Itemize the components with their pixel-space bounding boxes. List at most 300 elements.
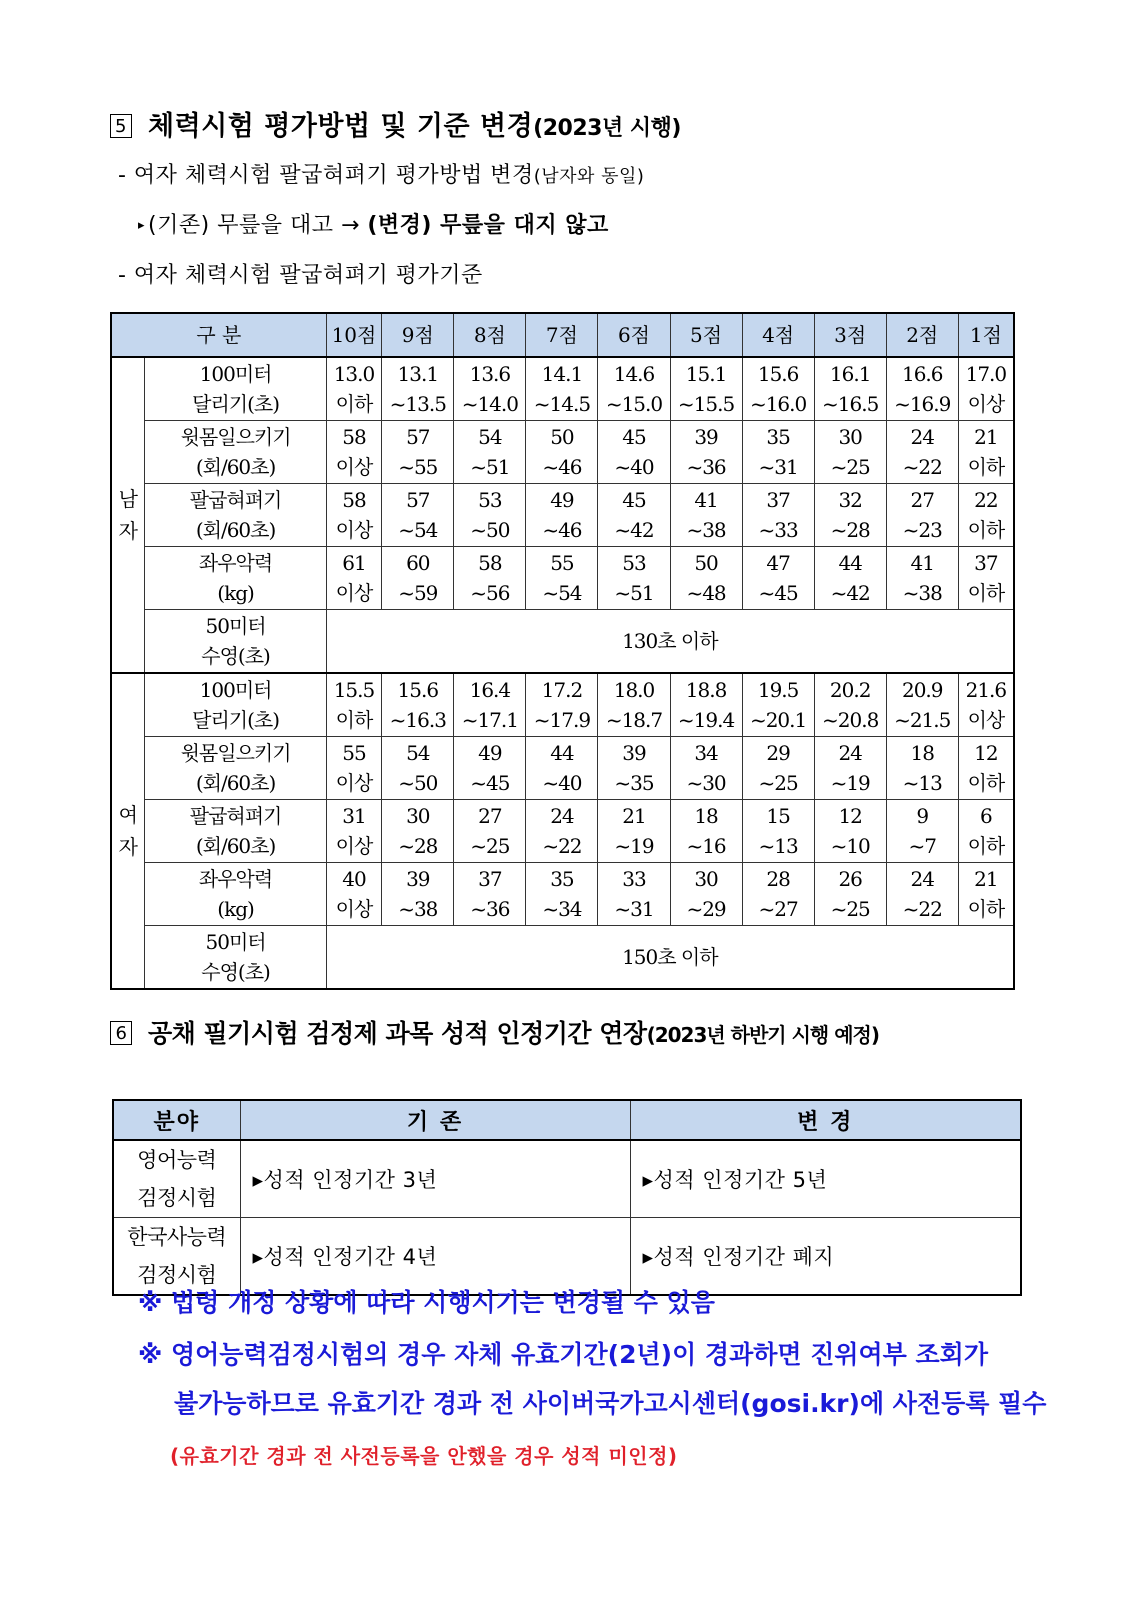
score-range: ~20.1 — [749, 708, 807, 732]
score-value: 45 — [622, 488, 646, 512]
score-value: 39 — [694, 425, 718, 449]
male-score-cell — [814, 484, 886, 547]
male-swim-item — [145, 610, 326, 674]
score-value: 29 — [766, 741, 790, 765]
item-label-line: 팔굽혀펴기 — [189, 804, 282, 828]
male-score-cell — [670, 547, 742, 610]
score-value: 24 — [838, 741, 862, 765]
score-range: ~22 — [902, 455, 942, 479]
score-value: 41 — [694, 488, 718, 512]
male-score-cell — [382, 484, 454, 547]
score-value: 31 — [342, 804, 366, 828]
score-range: ~14.0 — [461, 392, 518, 416]
score-range: ~31 — [758, 455, 798, 479]
score-range: ~16.0 — [749, 392, 807, 416]
score-value: 18 — [910, 741, 934, 765]
score-value: 21 — [622, 804, 646, 828]
score-value: 37 — [766, 488, 790, 512]
male-item-label — [145, 357, 326, 421]
score-range: 이상 — [335, 581, 373, 605]
item-label-line: 100미터 — [199, 678, 272, 702]
male-score-cell — [670, 357, 742, 421]
score-range: ~18.7 — [605, 708, 663, 732]
female-score-cell — [886, 800, 958, 863]
score-range: 이상 — [335, 518, 373, 542]
item-label-line: (kg) — [217, 897, 254, 921]
score-value: 18.8 — [685, 678, 727, 702]
score-value: 17.0 — [965, 362, 1007, 386]
score-value: 37 — [974, 551, 998, 575]
female-score-cell — [958, 673, 1014, 737]
score-range: ~19 — [614, 834, 654, 858]
exam-header-before: 기 존 — [240, 1100, 630, 1140]
score-range: ~19 — [830, 771, 870, 795]
score-range: ~22 — [902, 897, 942, 921]
male-score-cell — [326, 547, 382, 610]
score-value: 16.6 — [901, 362, 943, 386]
score-range: ~13 — [758, 834, 798, 858]
score-range: 이상 — [335, 834, 373, 858]
male-score-cell — [814, 357, 886, 421]
female-score-cell — [382, 800, 454, 863]
female-score-cell — [886, 863, 958, 926]
score-value: 44 — [838, 551, 862, 575]
section5-line1-main: - 여자 체력시험 팔굽혀펴기 평가방법 변경 — [118, 163, 534, 188]
score-range: 이하 — [967, 834, 1005, 858]
female-score-cell — [886, 673, 958, 737]
score-range: ~31 — [614, 897, 654, 921]
exam-field-english: 영어능력 검정시험 — [113, 1140, 240, 1218]
item-label-line: 윗몸일으키기 — [180, 425, 291, 449]
item-label-line: (회/60초) — [195, 771, 276, 795]
male-score-cell — [958, 421, 1014, 484]
score-value: 18.0 — [613, 678, 655, 702]
male-score-cell — [886, 547, 958, 610]
score-range: ~38 — [686, 518, 726, 542]
score-range: ~15.0 — [605, 392, 663, 416]
score-value: 33 — [622, 867, 646, 891]
female-score-cell — [958, 863, 1014, 926]
female-fitness-row — [111, 800, 1014, 863]
score-range: ~50 — [398, 771, 438, 795]
score-range: ~28 — [830, 518, 870, 542]
score-range: ~29 — [686, 897, 726, 921]
score-header: 2점 — [886, 313, 958, 357]
male-score-cell — [454, 357, 526, 421]
item-label-line: 좌우악력 — [198, 867, 273, 891]
female-score-cell — [454, 800, 526, 863]
score-value: 15.5 — [333, 678, 375, 702]
score-header: 3점 — [814, 313, 886, 357]
score-value: 15 — [766, 804, 790, 828]
score-header: 6점 — [598, 313, 670, 357]
item-label-line: 50미터 — [205, 930, 266, 954]
score-value: 44 — [550, 741, 574, 765]
score-range: ~25 — [470, 834, 510, 858]
female-score-cell — [598, 737, 670, 800]
note-english-validity-line2: 불가능하므로 유효기간 경과 전 사이버국가고시센터(gosi.kr)에 사전등록 필수 — [174, 1389, 1047, 1418]
section5-title-paren: (2023년 시행) — [533, 116, 681, 141]
female-swim-item — [145, 926, 326, 990]
female-score-cell — [670, 800, 742, 863]
score-value: 53 — [478, 488, 502, 512]
score-range: ~38 — [902, 581, 942, 605]
score-value: 12 — [974, 741, 998, 765]
score-range: 이하 — [335, 708, 373, 732]
female-score-cell — [742, 673, 814, 737]
score-range: ~46 — [542, 455, 582, 479]
score-value: 20.2 — [829, 678, 871, 702]
score-range: ~30 — [686, 771, 726, 795]
score-value: 41 — [910, 551, 934, 575]
note-schedule: ※ 법령 개정 상황에 따라 시행시기는 변경될 수 있음 — [138, 1288, 715, 1317]
score-value: 58 — [478, 551, 502, 575]
score-value: 16.4 — [469, 678, 511, 702]
female-score-cell — [670, 737, 742, 800]
score-value: 34 — [694, 741, 718, 765]
score-value: 58 — [342, 425, 366, 449]
score-value: 55 — [550, 551, 574, 575]
male-score-cell — [382, 421, 454, 484]
male-score-cell — [742, 484, 814, 547]
score-range: ~27 — [758, 897, 798, 921]
score-value: 45 — [622, 425, 646, 449]
male-score-cell — [526, 547, 598, 610]
score-range: ~17.9 — [533, 708, 591, 732]
score-range: ~17.1 — [461, 708, 518, 732]
male-fitness-row — [111, 547, 1014, 610]
score-range: ~15.5 — [677, 392, 735, 416]
score-range: ~59 — [398, 581, 438, 605]
score-range: 이상 — [335, 455, 373, 479]
male-score-cell — [526, 484, 598, 547]
exam-header-field: 분야 — [113, 1100, 240, 1140]
score-header: 8점 — [454, 313, 526, 357]
score-value: 15.6 — [397, 678, 439, 702]
score-range: ~48 — [686, 581, 726, 605]
female-fitness-row — [111, 673, 1014, 737]
triangle-bullet-icon: ▸ — [138, 218, 146, 233]
score-range: ~38 — [398, 897, 438, 921]
female-score-cell — [326, 737, 382, 800]
item-label-line: 100미터 — [199, 362, 272, 386]
male-score-cell — [886, 484, 958, 547]
score-range: ~40 — [542, 771, 582, 795]
exam-row-english — [113, 1140, 1021, 1218]
score-range: ~42 — [830, 581, 870, 605]
score-value: 24 — [910, 425, 934, 449]
exam-field-history: 한국사능력 검정시험 — [113, 1218, 240, 1296]
score-value: 37 — [478, 867, 502, 891]
section6-heading — [110, 1014, 879, 1050]
section5-line2-after: (변경) 무릎을 대지 않고 — [367, 213, 609, 238]
score-value: 21 — [974, 425, 998, 449]
male-score-cell — [526, 421, 598, 484]
male-swim-value: 130초 이하 — [326, 610, 1014, 674]
female-item-label — [145, 863, 326, 926]
male-score-cell — [958, 357, 1014, 421]
female-fitness-row — [111, 863, 1014, 926]
score-value: 15.1 — [685, 362, 727, 386]
score-value: 35 — [766, 425, 790, 449]
female-score-cell — [742, 863, 814, 926]
male-score-cell — [326, 357, 382, 421]
score-range: 이상 — [335, 897, 373, 921]
male-fitness-row — [111, 421, 1014, 484]
exam-before-english: ▸성적 인정기간 3년 — [240, 1140, 630, 1218]
section5-number: 5 — [110, 114, 132, 138]
score-range: ~36 — [686, 455, 726, 479]
male-score-cell — [454, 547, 526, 610]
male-score-cell — [382, 547, 454, 610]
score-header: 1점 — [958, 313, 1014, 357]
score-range: ~42 — [614, 518, 654, 542]
score-header: 4점 — [742, 313, 814, 357]
score-value: 19.5 — [757, 678, 799, 702]
female-score-cell — [598, 673, 670, 737]
score-range: ~14.5 — [533, 392, 591, 416]
section6-number: 6 — [110, 1021, 132, 1045]
score-value: 6 — [980, 804, 992, 828]
section5-line1 — [118, 158, 644, 189]
exam-header-row — [113, 1100, 1021, 1140]
exam-period-table — [112, 1099, 1022, 1296]
score-range: 이하 — [967, 897, 1005, 921]
score-value: 28 — [766, 867, 790, 891]
score-value: 22 — [974, 488, 998, 512]
female-score-cell — [454, 673, 526, 737]
male-score-cell — [742, 421, 814, 484]
male-score-cell — [814, 421, 886, 484]
score-range: ~23 — [902, 518, 942, 542]
male-fitness-row — [111, 357, 1014, 421]
male-score-cell — [742, 357, 814, 421]
score-value: 53 — [622, 551, 646, 575]
score-header: 5점 — [670, 313, 742, 357]
score-value: 54 — [406, 741, 430, 765]
female-score-cell — [382, 673, 454, 737]
female-score-cell — [382, 737, 454, 800]
score-value: 50 — [694, 551, 718, 575]
female-score-cell — [326, 673, 382, 737]
score-range: ~46 — [542, 518, 582, 542]
fitness-header-label: 구 분 — [111, 313, 326, 357]
female-item-label — [145, 673, 326, 737]
item-label-line: 수영(초) — [201, 960, 270, 984]
score-range: ~33 — [758, 518, 798, 542]
score-value: 35 — [550, 867, 574, 891]
score-range: ~21.5 — [894, 708, 951, 732]
male-score-cell — [382, 357, 454, 421]
female-score-cell — [670, 863, 742, 926]
female-score-cell — [814, 800, 886, 863]
score-range: ~16.3 — [389, 708, 446, 732]
section5-heading — [110, 104, 681, 143]
score-range: ~50 — [470, 518, 510, 542]
female-score-cell — [326, 800, 382, 863]
male-score-cell — [958, 547, 1014, 610]
male-score-cell — [670, 421, 742, 484]
item-label-line: 좌우악력 — [198, 551, 273, 575]
score-value: 21.6 — [965, 678, 1007, 702]
female-item-label — [145, 737, 326, 800]
female-swim-value: 150초 이하 — [326, 926, 1014, 990]
female-score-cell — [382, 863, 454, 926]
male-item-label — [145, 547, 326, 610]
score-value: 49 — [550, 488, 574, 512]
fitness-header-row — [111, 313, 1014, 357]
female-score-cell — [814, 863, 886, 926]
score-header: 7점 — [526, 313, 598, 357]
male-score-cell — [742, 547, 814, 610]
score-value: 57 — [406, 488, 430, 512]
male-score-cell — [814, 547, 886, 610]
score-range: ~35 — [614, 771, 654, 795]
male-score-cell — [598, 484, 670, 547]
score-value: 39 — [622, 741, 646, 765]
score-value: 14.1 — [541, 362, 583, 386]
female-item-label — [145, 800, 326, 863]
score-value: 26 — [838, 867, 862, 891]
score-range: ~22 — [542, 834, 582, 858]
note-unrecognized: (유효기간 경과 전 사전등록을 안했을 경우 성적 미인정) — [170, 1444, 678, 1468]
score-range: ~25 — [830, 455, 870, 479]
female-score-cell — [886, 737, 958, 800]
male-item-label — [145, 421, 326, 484]
score-range: ~45 — [470, 771, 510, 795]
item-label-line: 팔굽혀펴기 — [189, 488, 282, 512]
item-label-line: 50미터 — [205, 614, 266, 638]
female-score-cell — [326, 863, 382, 926]
score-range: 이상 — [967, 708, 1005, 732]
female-score-cell — [454, 863, 526, 926]
item-label-line: (회/60초) — [195, 518, 276, 542]
female-score-cell — [958, 800, 1014, 863]
score-value: 27 — [478, 804, 502, 828]
exam-after-english: ▸성적 인정기간 5년 — [630, 1140, 1021, 1218]
female-score-cell — [526, 800, 598, 863]
female-score-cell — [742, 737, 814, 800]
score-value: 18 — [694, 804, 718, 828]
male-score-cell — [598, 357, 670, 421]
score-range: ~20.8 — [822, 708, 879, 732]
male-fitness-row — [111, 484, 1014, 547]
score-value: 47 — [766, 551, 790, 575]
score-value: 17.2 — [541, 678, 583, 702]
score-range: ~16 — [686, 834, 726, 858]
score-value: 14.6 — [613, 362, 655, 386]
score-range: ~13.5 — [389, 392, 446, 416]
male-swim-row — [111, 610, 1014, 674]
score-value: 55 — [342, 741, 366, 765]
score-range: 이하 — [967, 518, 1005, 542]
score-range: ~45 — [758, 581, 798, 605]
score-value: 50 — [550, 425, 574, 449]
score-header: 10점 — [326, 313, 382, 357]
score-range: ~13 — [902, 771, 942, 795]
female-swim-row — [111, 926, 1014, 990]
male-item-label — [145, 484, 326, 547]
item-label-line: 수영(초) — [201, 644, 270, 668]
female-score-cell — [814, 737, 886, 800]
male-score-cell — [886, 421, 958, 484]
score-range: ~16.5 — [822, 392, 879, 416]
female-gender-label: 여 자 — [111, 673, 145, 989]
item-label-line: 달리기(초) — [192, 392, 280, 416]
score-value: 54 — [478, 425, 502, 449]
note-english-validity-line1: ※ 영어능력검정시험의 경우 자체 유효기간(2년)이 경과하면 진위여부 조회가 — [138, 1340, 988, 1369]
item-label-line: (kg) — [217, 581, 254, 605]
male-score-cell — [326, 421, 382, 484]
female-score-cell — [526, 673, 598, 737]
score-header: 9점 — [382, 313, 454, 357]
score-value: 12 — [838, 804, 862, 828]
male-score-cell — [670, 484, 742, 547]
score-range: 이하 — [967, 455, 1005, 479]
item-label-line: 윗몸일으키기 — [180, 741, 291, 765]
section5-line1-small: (남자와 동일) — [533, 166, 645, 187]
score-range: 이상 — [335, 771, 373, 795]
male-score-cell — [886, 357, 958, 421]
score-value: 21 — [974, 867, 998, 891]
section5-line3: - 여자 체력시험 팔굽혀펴기 평가기준 — [118, 263, 483, 288]
score-value: 30 — [694, 867, 718, 891]
male-score-cell — [454, 484, 526, 547]
female-score-cell — [454, 737, 526, 800]
female-score-cell — [598, 863, 670, 926]
item-label-line: 달리기(초) — [192, 708, 280, 732]
female-score-cell — [526, 863, 598, 926]
score-value: 24 — [550, 804, 574, 828]
score-range: ~16.9 — [894, 392, 951, 416]
male-score-cell — [326, 484, 382, 547]
male-score-cell — [526, 357, 598, 421]
score-range: ~40 — [614, 455, 654, 479]
score-range: ~54 — [542, 581, 582, 605]
score-range: ~34 — [542, 897, 582, 921]
female-score-cell — [526, 737, 598, 800]
male-score-cell — [598, 547, 670, 610]
exam-header-after: 변 경 — [630, 1100, 1021, 1140]
score-range: ~19.4 — [677, 708, 735, 732]
score-value: 13.6 — [469, 362, 511, 386]
score-value: 57 — [406, 425, 430, 449]
score-range: 이상 — [967, 392, 1005, 416]
score-value: 61 — [342, 551, 366, 575]
male-score-cell — [958, 484, 1014, 547]
section5-line2-before: (기존) 무릎을 대고 → — [148, 213, 368, 238]
score-range: ~10 — [830, 834, 870, 858]
score-value: 58 — [342, 488, 366, 512]
score-range: 이하 — [967, 771, 1005, 795]
section6-title: 공채 필기시험 검정제 과목 성적 인정기간 연장 — [148, 1019, 647, 1048]
score-value: 16.1 — [829, 362, 871, 386]
score-range: ~7 — [908, 834, 936, 858]
section5-title: 체력시험 평가방법 및 기준 변경 — [148, 111, 534, 142]
score-value: 24 — [910, 867, 934, 891]
item-label-line: (회/60초) — [195, 455, 276, 479]
score-range: ~28 — [398, 834, 438, 858]
female-score-cell — [742, 800, 814, 863]
male-score-cell — [598, 421, 670, 484]
female-score-cell — [670, 673, 742, 737]
score-range: ~51 — [470, 455, 510, 479]
score-range: ~51 — [614, 581, 654, 605]
score-value: 9 — [916, 804, 929, 828]
female-score-cell — [598, 800, 670, 863]
female-score-cell — [814, 673, 886, 737]
section5-line2 — [138, 208, 609, 239]
